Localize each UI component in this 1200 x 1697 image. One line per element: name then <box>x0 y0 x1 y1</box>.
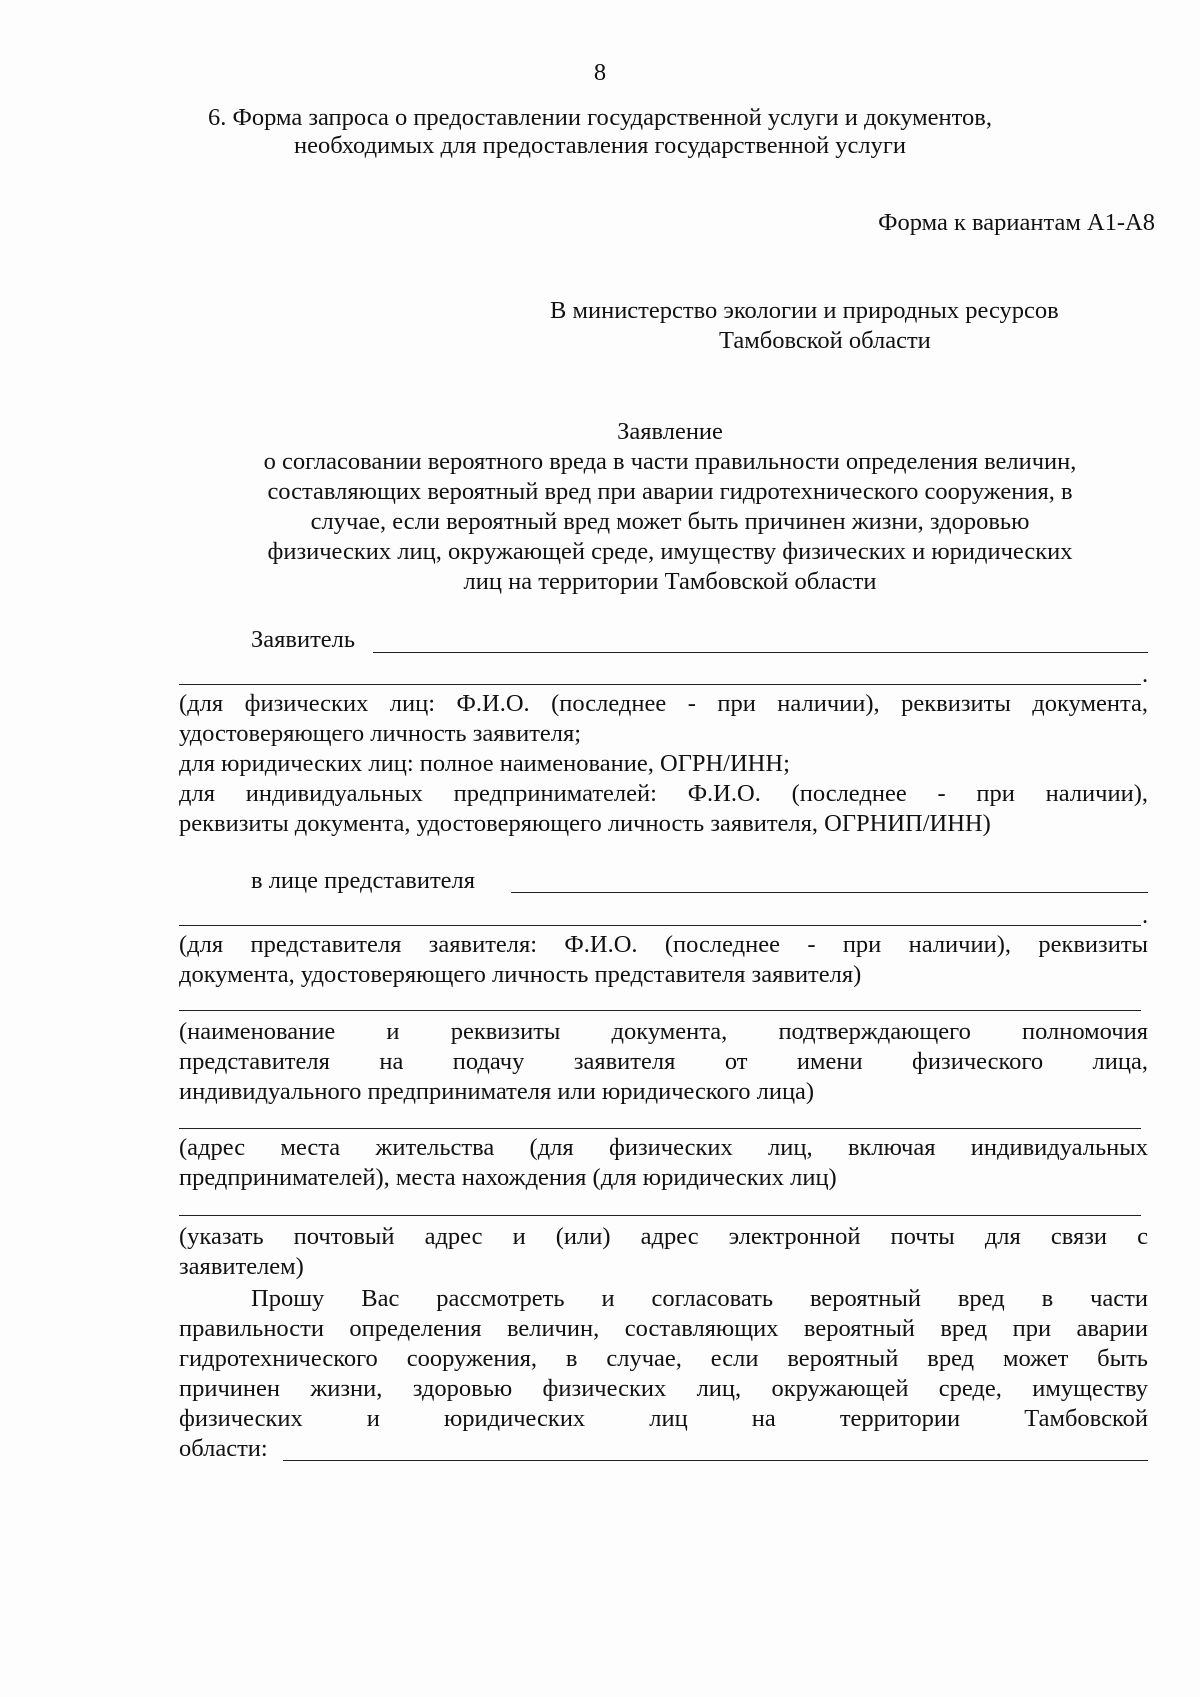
contact-field[interactable] <box>179 1215 1141 1216</box>
representative-field[interactable] <box>511 892 1148 893</box>
request-line-3: гидротехнического сооружения, в случае, если вероятный вред может быть <box>179 1345 1148 1372</box>
statement-line-2: составляющих вероятный вред при аварии гидротехнического сооружения, в <box>267 478 1073 505</box>
request-last-label: области: <box>179 1435 268 1462</box>
authority-document-hint-line-3: индивидуального предпринимателя или юридического лица) <box>179 1078 815 1105</box>
representative-field-continuation[interactable] <box>179 925 1141 926</box>
address-hint-line-2: предпринимателей), места нахождения (для юридических лиц) <box>179 1164 837 1191</box>
applicant-field-period: . <box>1142 661 1149 688</box>
statement-title: Заявление <box>617 418 723 445</box>
section-title-line-2: необходимых для предоставления государственной услуги <box>293 132 907 159</box>
address-field[interactable] <box>179 1128 1141 1129</box>
section-title-line-1: 6. Форма запроса о предоставлении государственной услуги и документов, <box>208 104 992 131</box>
statement-line-1: о согласовании вероятного вреда в части правильности определения величин, <box>263 448 1077 475</box>
statement-line-4: физических лиц, окружающей среде, имуществу физических и юридических <box>267 538 1073 565</box>
addressee-line-2: Тамбовской области <box>719 327 931 354</box>
applicant-field-continuation[interactable] <box>179 684 1141 685</box>
representative-field-period: . <box>1142 902 1149 929</box>
statement-line-5: лиц на территории Тамбовской области <box>463 568 877 595</box>
request-line-5: физических и юридических лиц на территории Тамбовской <box>179 1405 1148 1432</box>
applicant-hint-line-4: для индивидуальных предпринимателей: Ф.И.О. (последнее - при наличии), <box>179 780 1148 807</box>
authority-document-hint-line-2: представителя на подачу заявителя от имени физического лица, <box>179 1048 1148 1075</box>
authority-document-hint-line-1: (наименование и реквизиты документа, подтверждающего полномочия <box>179 1018 1148 1045</box>
representative-hint-line-2: документа, удостоверяющего личность представителя заявителя) <box>179 961 862 988</box>
contact-hint-line-2: заявителем) <box>179 1253 304 1280</box>
applicant-label: Заявитель <box>251 626 356 653</box>
representative-label: в лице представителя <box>251 867 476 894</box>
applicant-hint-line-2: удостоверяющего личность заявителя; <box>179 720 582 747</box>
applicant-hint-line-5: реквизиты документа, удостоверяющего личность заявителя, ОГРНИП/ИНН) <box>179 810 991 837</box>
request-field[interactable] <box>283 1460 1148 1461</box>
contact-hint-line-1: (указать почтовый адрес и (или) адрес электронной почты для связи с <box>179 1223 1148 1250</box>
form-variant-label: Форма к вариантам А1-А8 <box>878 209 1155 236</box>
authority-document-field[interactable] <box>179 1010 1141 1011</box>
address-hint-line-1: (адрес места жительства (для физических лиц, включая индивидуальных <box>179 1134 1148 1161</box>
page-number: 8 <box>593 59 607 86</box>
applicant-hint-line-3: для юридических лиц: полное наименование, ОГРН/ИНН; <box>179 750 790 777</box>
applicant-field[interactable] <box>373 652 1148 653</box>
applicant-hint-line-1: (для физических лиц: Ф.И.О. (последнее - при наличии), реквизиты документа, <box>179 690 1148 717</box>
request-line-4: причинен жизни, здоровью физических лиц, окружающей среде, имуществу <box>179 1375 1148 1402</box>
statement-line-3: случае, если вероятный вред может быть причинен жизни, здоровью <box>310 508 1030 535</box>
request-line-1: Прошу Вас рассмотреть и согласовать вероятный вред в части <box>251 1285 1148 1312</box>
representative-hint-line-1: (для представителя заявителя: Ф.И.О. (последнее - при наличии), реквизиты <box>179 931 1148 958</box>
addressee-line-1: В министерство экологии и природных ресурсов <box>550 297 1059 324</box>
request-line-2: правильности определения величин, составляющих вероятный вред при аварии <box>179 1315 1148 1342</box>
